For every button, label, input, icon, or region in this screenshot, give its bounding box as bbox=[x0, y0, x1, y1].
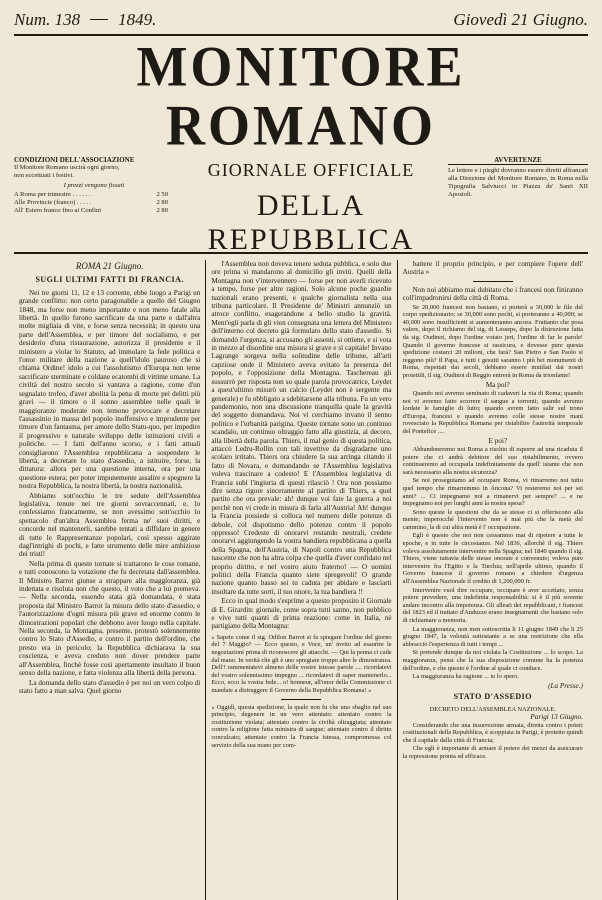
price-value: 2 80 bbox=[156, 207, 168, 214]
paragraph: Considerando che una insurrezione armata, diretta contro i poteri costituzionali della Repubblica, è scoppiata in Parigi, è protetto quindi che il capitale dalla città di Francia; bbox=[402, 721, 583, 744]
masthead bbox=[14, 156, 588, 256]
separator bbox=[473, 281, 513, 282]
issue-dash bbox=[90, 19, 108, 20]
conditions-heading: CONDIZIONI DELL'ASSOCIAZIONE bbox=[14, 156, 135, 164]
paragraph: Ma poi? bbox=[485, 380, 510, 389]
paragraph: battere il proprio principio, e per compiere l'opere dell' Austria » bbox=[402, 260, 583, 277]
separator bbox=[281, 699, 321, 700]
conditions-line: non eccettuati i festivi. bbox=[14, 172, 75, 179]
price-value: 2 50 bbox=[156, 191, 168, 198]
quotation: « Oggidì, questa spedizione, la quale non fu che uno sbaglio nel suo principio, degenere in un vero attentato: attentato contro la costituzione violata; attentato contro la civiltà oltraggiata; attentato contro la religione fatta ministra di sangue; attentato contro il diritto conculcato; attentato contro la Francia istessa, compromessa col servizio della sua mano per com- bbox=[211, 703, 392, 749]
paragraph: Si pretende dunque da noi violata la Costituzione ... lo scopo. La maggioranza, pensi che la sua disposizione comune ha la potenza dell'ordine, e che questo è l'ordine al quale ci conduce. bbox=[402, 649, 583, 672]
paragraph: Egli è questo che noi non cessammo mai di ripetere a tutte le epoche, e in tutte le circostanze. Nel 1836, allorchè il sig. Thiers voleva assolutamente intervenire nella Spagna; nel 1840 quando il sig. Thiers, viene tuttavia delle stesse onorate e convenuto; voleva pure intervenire fra l'Egitto e la Turchia; nell'aprile ultimo, quando il Governo francese il governo romano a chiedere d'urgenza all'Assemblea Nazionale il credito di 1,200,000 fr. bbox=[402, 532, 583, 586]
dateline: Parigi 13 Giugno. bbox=[530, 713, 583, 722]
conditions-line: Il Monitore Romano uscirà ogni giorno, bbox=[14, 164, 120, 171]
paragraph: Nella prima di queste tornate si trattarono le cose romane, e tutti conoscono la votazione che fu decretata dall'assemblea. Il Ministro Barrot giunse a strappare alla maggioranza, già indettata e risoluta non che questo, il voto che a lui premeva. — Nella seconda, essendo stata già domandata, è stata proposta dal Ministro Barrot la misura dello stato d'assedio, e l'autorizzazione d'ogni misura più grave ed enorme contro le dimostrazioni popolari che debbono aver luogo nella capitale. Nella seconda, la Montagna, presente, protestò solennemente contro lo Stato d'Assedio, e contro il partito dell'ordine, che presto era in pericolo; la Repubblica dichiarava la sua coscienza, e aveva creduto non dover prendere parte all'Assemblea, finchè fosse così apertamente insultato il buon senso della nazione, e fatta violenza alla libertà della persona. bbox=[19, 559, 201, 678]
paragraph: Quando noi avremo seminato di cadaveri la via di Roma; quando noi vi avremo fatto scorrere il sangue a torrenti; quando avremo lordate le famiglie di lutto; quando avrem fatto salir sul trono d'Europa, francesi e quando avremo colle stesse nostre mani rovesciato la Repubblica Romana per ristabilire l'autorità temporale del Pontefice .... bbox=[402, 389, 583, 435]
price-row bbox=[14, 191, 174, 199]
price-label: All' Estero franco fino ai Confini bbox=[14, 207, 102, 214]
column-2 bbox=[205, 260, 396, 900]
quotation: « Sapete come il sig. Odilon Barrot si fa spiegare l'ordine del giorno del 7 Maggio? — Ecco questo, e Voce, un' invito ad esaurire le negoziazioni prima di riconoscere gli attacchi. — Qui la penna ci cade dal mano. In verità che gli è uno spregiare troppo altre le dimostranza. Dell'! rammentatevi almeno delle vostre istesse parole .... ricordatevi del vostro solennissimo impegno ... ricordatevi di saper mantenerlo... Ecco, ecco la vostra fede... o! honneur, all'onor della Commissione ci mandate a distruggere il Governo della Repubblica Romana! » bbox=[211, 633, 392, 695]
price-label: Alle Provincie (franco) . . . . . bbox=[14, 199, 92, 206]
issue-line bbox=[14, 10, 588, 32]
paragraph: Intervenire vuol dire occupare, occupare è aver accettato, senza potere prevedere, una indefinita responsabilità: si è il più sovente andare incontro alla impotenza. Gli alleati dei repubblicani, i francesi del 1823 ed il trattato d'Anduzze erano insegnamenti che bastano solo di richiamare a memoria. bbox=[402, 586, 583, 624]
paragraph: Abbiamo sott'occhio le tre sedute dell'Assemblea legislativa, tenute nei tre giorni sovraccennati, e, lo confessiamo francamente, se non avessimo sott'occhio lo spettacolo d'un'altra Assemblea ferma ne' suoi diritti, e concorde nel mantenerli, sarebbe tentati a diffidare in genere di tutte le Rappresentanze popolari, così spesso aggirate dagl'intrighi di pochi, e fatte strumento delle mire ambiziose dei tristi! bbox=[19, 491, 201, 559]
paragraph: La maggioranza, non men sottoscritta li 11 giugno 1849 che li 25 giugno 1847, la volontà sottostante a se una restrizione che ella abbracciò l'esperienza di tutti i tempi ... bbox=[402, 625, 583, 648]
notice-heading: AVVERTENZE bbox=[448, 156, 588, 165]
issue-number: Num. 138 bbox=[14, 10, 81, 29]
subscription-conditions bbox=[14, 156, 174, 248]
column-1 bbox=[14, 260, 205, 900]
newspaper-title: MONITORE ROMANO bbox=[136, 35, 466, 157]
issue-year: 1849. bbox=[118, 10, 157, 29]
subtitle-republic: DELLA REPUBBLICA bbox=[207, 189, 415, 256]
price-row bbox=[14, 207, 174, 215]
notice-box bbox=[448, 156, 588, 248]
notice-text: Le lettere e i pieghi dovranno essere diretti affrancati alla Direzione del Monitore Romano, in Roma nella Tipografia Salviucci in Piazza de' Santi XII Apostoli. bbox=[448, 167, 588, 198]
paragraph: Non noi abbiamo mai dubitato che i francesi non finiranno coll'impadronirsi della città di Roma. bbox=[402, 285, 583, 303]
paragraph: La domanda dello stato d'assedio è per noi un vero colpo di stato fatto a man salva. Quel giorno bbox=[19, 678, 201, 695]
paragraph: Nei tre giorni 11, 12 e 13 corrente, ebbe luogo a Parigi un grande conflitto: non certo paragonabile a quello del Giugno 1848, ma forse non meno importante e non meno fatale alla libertà. In quello furono sacrificate da una parte e dall'altra molte migliaia di vite, e forse senza necessità; in questo una parte dell'Assemblea, e per timore del socialismo, e per desiderio d'una ristaurazione, autorizza il presidente e il ministero a violar lo Statuto, ad immolare la fede politica e l'onor militare della nazione a quell'idolo pauroso che si chiama Ordine! idolo a cui l'assolutismo d'Europa non teme sacrificare sterminate e coldane ecatombi di vittime umane. La civiltà del nostro secolo si vantava a ragione, come d'un segnalato trofeo, d'aver abolita la pena di morte pei delitti più gravi — il timore o il sonno assemblee nelle quali le maggioranze moderate non temono provocare e decretare l'assassinio in massa del popolo inoffensivo e imprudente per timore d'un fantasma, per amore dello Statu-quo, per impedire il progressivo e naturale sviluppo delle istituzioni civili e politiche. — I fatti dell'anno scorso, e i fatti attuali consigliarono l'Assemblea repubblicana a sospendere le libertà, a decretare lo stato d'assedio, a istituire, forse, la dittatura: allora per una questione interna, ora per una questione estera; per poter impunemente assalire e spegnere la nostra Repubblica, la nostra libertà, la nostra nazionalità. bbox=[19, 288, 201, 491]
paragraph: l'Assemblea non doveva tenere seduta pubblica, e solo due ore prima si mandarono al domicilio gli inviti. Quelli della Montagna non v'intervennero — forse per non averli ricevuto a tempo, forse per altre ragioni. Solo alcune poche guardie nazionali erano presenti, e qualche giornalista nella sua tribuna particolare. Il Presidente de' Ministri annunziò un atroce conflitto, esagerandone a bello studio la gravità. Ment'egli parla di gli vien consegnata una lettera del Ministero dell'interno col decreto già formulato dello stato d'assedio. Si domandò l'urgenza, si accusano gli assenti, si ottiene, e si vota in mezzo al disordine una misura sì grave e sì capitale! Invano Lagrange sorgeva nella solitudine delle tribune, all'arti capziose onde il Ministero aveva evitato la presenza del popolo, e l'opposizione della Montagna. Taschereau gli sussurrò per risposta non so quale parola provocatrice, Leydet a quest'ultimo misurò un calcio (Leydet non è sergente ma generale) e fu obbligato a sdebitarsene alla tribuna. Fu un vero pandemonio, non una discussione tranquilla quale la gravità del soggetto domandava. Noi vi cerchiamo invano il senno politico e l'urbanità parigina. Queste tornate sono un continuo scandalo, un continuo oltraggio fatto alla giustizia, al decoro, alla libertà della parola. Thiers, il mal genio di questa politica, attaccò Ledru-Rollin con tali invettive da disgradarne uno scolaro irritato. Thiers ora chiudere la sua arringa citando il fatto di Novara, e domandando se l'Assemblea legislativa voleva trascinare a codesto! E l'Assemblea legislativa di Francia subì l'ingiuria di questi rilasciò ! Ora non possiamo dire senza rigore sinceramente al partito di Thiers, a quel partito che ora prevale: ah! dunque voi fate la guerra a noi perchè non vi crede in misura di farla all'Austria! Ah! dunque la Francia possiede si colloca nel numero delle potenze di debole, col dispotismo dello potenze contro il popolo oppresso! Credeste di onorarvi restando neutrali, credete onorarvi aggiungendo la vostra bandiera repubblicana a quella della Spagna, dell'Austria, di Napoli contro una Repubblica nascente che non ha altra colpa che quella d'aver confidato nel proprio diritto, e nel vostro aiuto fraterno! — O uomini politici della Francia quanto siete spregevoli! O grande nazione quanto basso sei tu caduta per abidare e lasciarti insultare da tutte sorti, il tuo onore, la tua bandiera !! bbox=[211, 260, 392, 596]
paragraph: E poi? bbox=[488, 436, 508, 445]
conditions-line: I prezzi vengono fissati bbox=[63, 182, 125, 189]
paragraph: Sono queste le questioni che da se stesse ci si offeriscono alla mente; imperocchè l'intervento non è mai più che la metà del cammino, la di cui altra metà è l' occupazione. bbox=[402, 508, 583, 531]
price-label: A Roma per trimestre . . . . . . bbox=[14, 191, 91, 198]
subtitle-official: GIORNALE OFFICIALE bbox=[207, 160, 415, 180]
source-signature: (La Presse.) bbox=[548, 681, 583, 690]
paragraph: Se noi proseguiamo ad occupare Roma, vi rimarremo noi tutto quel tempo che rimarremmo in Ancona? Vi resteremo noi per sei anni? ... Ci impegnamo noi a rimanervi per sempre? ... e ne impegnamo noi per lunghi anni la nostra spesa? bbox=[402, 477, 583, 508]
paragraph: Se 20,000 francesi non bastano, si porterà a 30,000 le file del corpo spedizionario; se 30,000 sono pochi, si porteranno a 40,000; se 40,000 sono insufficienti si aumenteranno ancora. Frattanto che posa valere, dopo il richiamo del sig. di Lesseps, dopo la distruzione fatta da sig. Oudinot, dopo l'ordine votato jeri, l'ordine di far le parole! Quando il governo francese si rassicura, e dovesse pure questa spedizione costarci 20 milioni, che farà? San Pietro e San Paolo sì reggono più? Il Papa, e tutti i gesuiti saranno i più bei monumenti di Roma, rispettati dai secoli, debbano essere mutilati dai nostri proiettili, il sig. Oudinot di Reggio entrerà in Roma da trionfante! bbox=[402, 303, 583, 379]
issue-date: Giovedì 21 Giugno. bbox=[453, 10, 588, 29]
paragraph: La maggioranza ha ragione ... io lo spero. bbox=[412, 673, 519, 681]
price-row bbox=[14, 199, 174, 207]
column-3 bbox=[397, 260, 588, 900]
article-heading: STATO D'ASSEDIO bbox=[453, 692, 532, 702]
price-value: 2 80 bbox=[156, 199, 168, 206]
dateline: ROMA 21 Giugno. bbox=[75, 261, 144, 271]
article-heading: SUGLI ULTIMI FATTI DI FRANCIA. bbox=[35, 275, 184, 285]
paragraph: Che egli è importante di armare il potere dei mezzi da assicurare la repressione pronta ed efficace. bbox=[402, 745, 583, 760]
paragraph: Abbandoneremo noi Roma a rischio di esporre ad una ricaduta il potere che ci andrà debitore del suo ristabilimento, ovvero continueremo ad occuparla indefinitamente da quell' istante che non sarà necessario alla nostra sicurezza? bbox=[402, 445, 583, 476]
article-subheading: DECRETO DELL'ASSEMBLEA NAZIONALE. bbox=[429, 705, 556, 713]
masthead-subtitle bbox=[174, 156, 448, 256]
paragraph: Ecco in qual modo s'esprime a questo proposito il Giornale di E. Girardin: giornale, come sopra tutti sanno, non pubblico e vive tutti quanti di prima reazione: come in Italia, nè partigiano della Montagna: bbox=[211, 597, 392, 631]
article-columns bbox=[14, 252, 588, 900]
